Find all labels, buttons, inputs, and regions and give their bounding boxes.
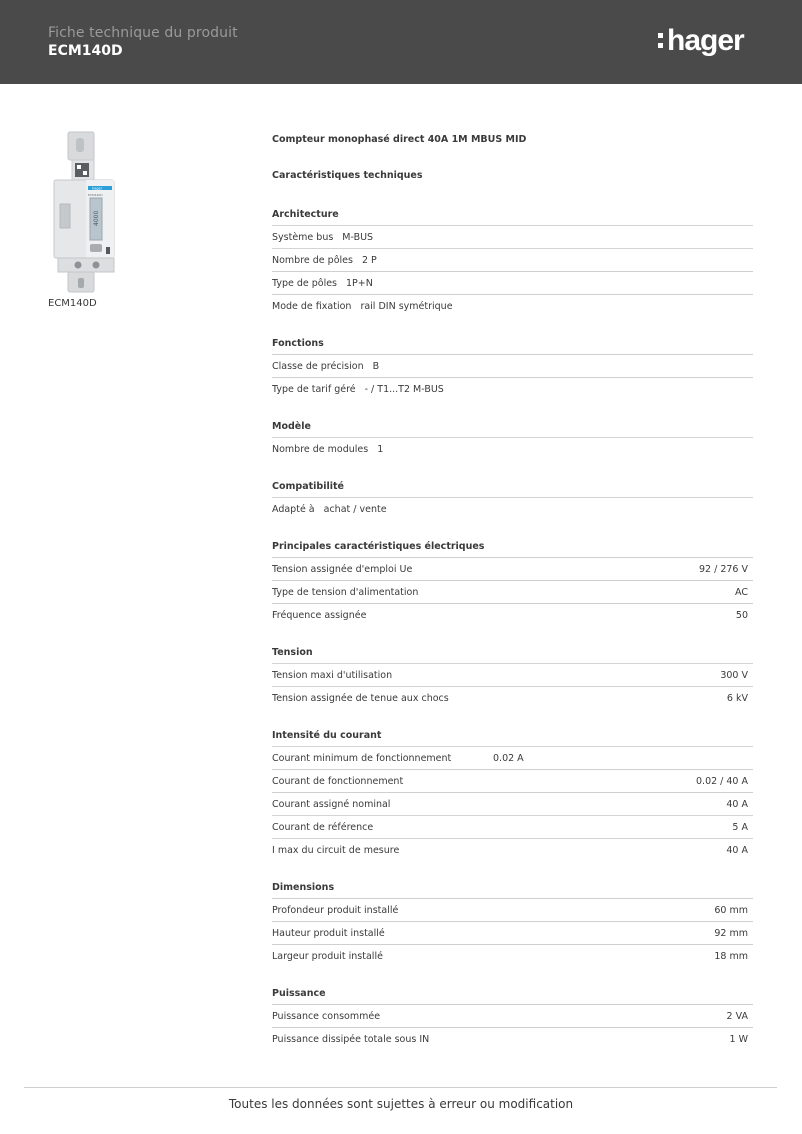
product-caption: ECM140D [48, 298, 97, 309]
footer-divider [24, 1087, 777, 1088]
spec-row: Profondeur produit installé 60 mm [272, 898, 753, 921]
logo-colon-icon [658, 29, 664, 51]
spec-row: Tension maxi d'utilisation 300 V [272, 663, 753, 686]
spec-row: Courant assigné nominal 40 A [272, 792, 753, 815]
spec-row: Courant de référence 5 A [272, 815, 753, 838]
section-title: Modèle [272, 421, 311, 432]
section-fonctions [272, 335, 753, 400]
spec-row: Nombre de modules 1 [272, 437, 753, 460]
section-architecture [272, 206, 753, 317]
spec-row: Nombre de pôles 2 P [272, 248, 753, 271]
section-modele [272, 418, 753, 460]
spec-row: Hauteur produit installé 92 mm [272, 921, 753, 944]
section-intensite [272, 727, 753, 861]
section-dimensions [272, 879, 753, 967]
spec-row: Classe de précision B [272, 354, 753, 377]
header-product-code: ECM140D [48, 43, 123, 59]
spec-row: Puissance consommée 2 VA [272, 1004, 753, 1027]
section-title: Fonctions [272, 338, 324, 349]
spec-row: Courant de fonctionnement 0.02 / 40 A [272, 769, 753, 792]
section-electrical [272, 538, 753, 626]
spec-row: Mode de fixation rail DIN symétrique [272, 294, 753, 317]
spec-content [272, 128, 753, 1050]
page-header [0, 0, 802, 84]
spec-row: Type de pôles 1P+N [272, 271, 753, 294]
section-title: Architecture [272, 209, 339, 220]
header-subtitle: Fiche technique du produit [48, 25, 238, 41]
energy-meter-icon [48, 130, 120, 295]
section-title: Compatibilité [272, 481, 344, 492]
svg-text:ECM140D: ECM140D [88, 193, 103, 197]
document-title: Compteur monophasé direct 40A 1M MBUS MID [272, 134, 527, 145]
spec-row: Courant minimum de fonctionnement 0.02 A [272, 746, 753, 769]
spec-row: Système bus M-BUS [272, 225, 753, 248]
section-title: Puissance [272, 988, 326, 999]
spec-row: Type de tarif géré - / T1...T2 M-BUS [272, 377, 753, 400]
section-title: Tension [272, 647, 313, 658]
section-compatibilite [272, 478, 753, 520]
document-subtitle: Caractéristiques techniques [272, 170, 423, 181]
section-title: Principales caractéristiques électriques [272, 541, 485, 552]
section-tension [272, 644, 753, 709]
footer-disclaimer: Toutes les données sont sujettes à erreur ou modification [228, 1097, 574, 1111]
section-title: Intensité du courant [272, 730, 382, 741]
spec-row: Tension assignée de tenue aux chocs 6 kV [272, 686, 753, 709]
section-title: Dimensions [272, 882, 335, 893]
spec-row: Tension assignée d'emploi Ue 92 / 276 V [272, 557, 753, 580]
section-puissance [272, 985, 753, 1050]
spec-row: Type de tension d'alimentation AC [272, 580, 753, 603]
spec-row: Fréquence assignée 50 [272, 603, 753, 626]
svg-text:hager: hager [92, 186, 103, 191]
spec-row: Adapté à achat / vente [272, 497, 753, 520]
svg-text:4000: 4000 [93, 210, 100, 226]
spec-row: Largeur produit installé 18 mm [272, 944, 753, 967]
spec-row: Puissance dissipée totale sous IN 1 W [272, 1027, 753, 1050]
product-image [48, 130, 120, 295]
hager-logo: hager [658, 23, 744, 59]
spec-row: I max du circuit de mesure 40 A [272, 838, 753, 861]
